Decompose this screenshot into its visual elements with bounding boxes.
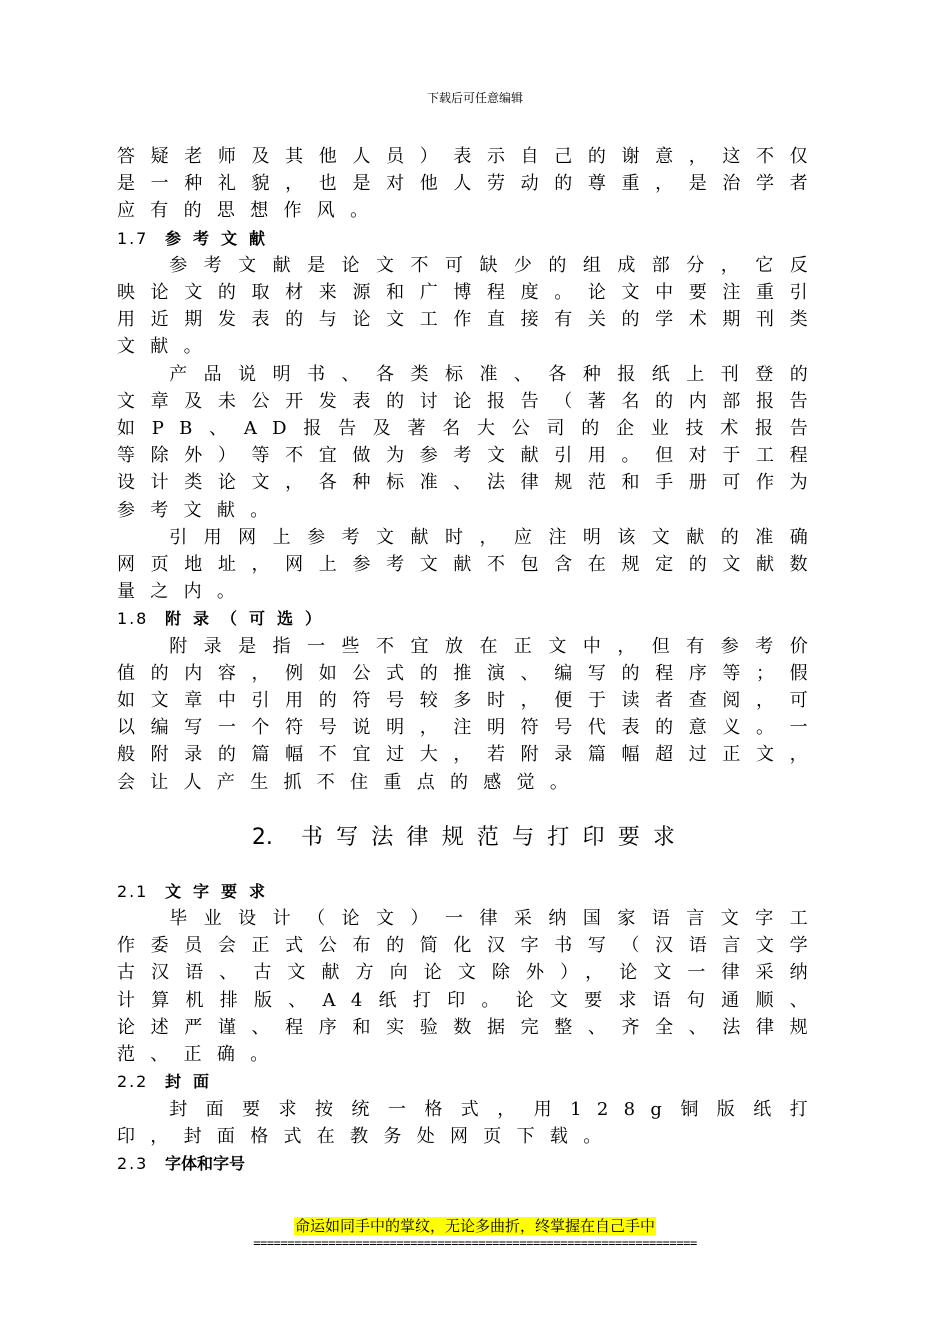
section-number: 2.1 [117,881,149,901]
section-heading [117,605,823,632]
paragraph: 产品说明书、各类标准、各种报纸上刊登的文章及未公开发表的讨论报告（著名的内部报告如PB、AD报告及著名大公司的企业技术报告等除外）等不宜做为参考文献引用。但对于工程设计类论文，各种标准、法律规范和手册可作为参考文献。 [117,363,823,521]
section-title: 附录（可选） [165,609,334,629]
section-number: 1.8 [117,609,149,629]
paragraph: 毕业设计（论文）一律采纳国家语言文字工作委员会正式公布的简化汉字书写（汉语言文学古汉语、古文献方向论文除外），论文一律采纳计算机排版、A4纸打印。论文要求语句通顺、论述严谨、程序和实验数据完整、齐全、法律规范、正确。 [117,908,823,1066]
section-heading [117,1150,823,1177]
section-title: 字体和字号 [165,1153,246,1173]
footer-rule: ================================================================= [253,1236,697,1250]
section-title: 参考文献 [165,228,278,248]
paragraph: 封面要求按统一格式，用128g铜版纸打印，封面格式在教务处网页下载。 [117,1098,823,1147]
section-heading [117,225,823,252]
paragraph: 答疑老师及其他人员）表示自己的谢意，这不仅是一种礼貌，也是对他人劳动的尊重，是治学者应有的思想作风。 [117,146,823,222]
paragraph: 参考文献是论文不可缺少的组成部分，它反映论文的取材来源和广博程度。论文中要注重引用近期发表的与论文工作直接有关的学术期刊类文献。 [117,254,823,358]
section-number: 2.3 [117,1153,149,1173]
chapter-heading [117,823,823,853]
section-title: 文字要求 [165,881,278,901]
section-number: 1.7 [117,228,149,248]
section-title: 封面 [165,1072,222,1092]
section-heading [117,878,823,905]
footer-quote-text: 命运如同手中的掌纹，无论多曲折，终掌握在自己手中 [294,1217,655,1235]
chapter-number: 2. [251,824,273,850]
document-body [117,143,823,1177]
footer-quote [0,1216,950,1236]
paragraph: 引用网上参考文献时，应注明该文献的准确网页地址，网上参考文献不包含在规定的文献数量之内。 [117,526,823,603]
section-heading [117,1068,823,1095]
section-number: 2.2 [117,1072,149,1092]
chapter-title: 书写法律规范与打印要求 [300,824,689,850]
header-note: 下载后可任意编辑 [426,91,523,105]
paragraph: 附录是指一些不宜放在正文中，但有参考价值的内容，例如公式的推演、编写的程序等；假如文章中引用的符号较多时，便于读者查阅，可以编写一个符号说明，注明符号代表的意义。一般附录的篇幅不宜过大，若附录篇幅超过正文，会让人产生抓不住重点的感觉。 [117,635,823,793]
